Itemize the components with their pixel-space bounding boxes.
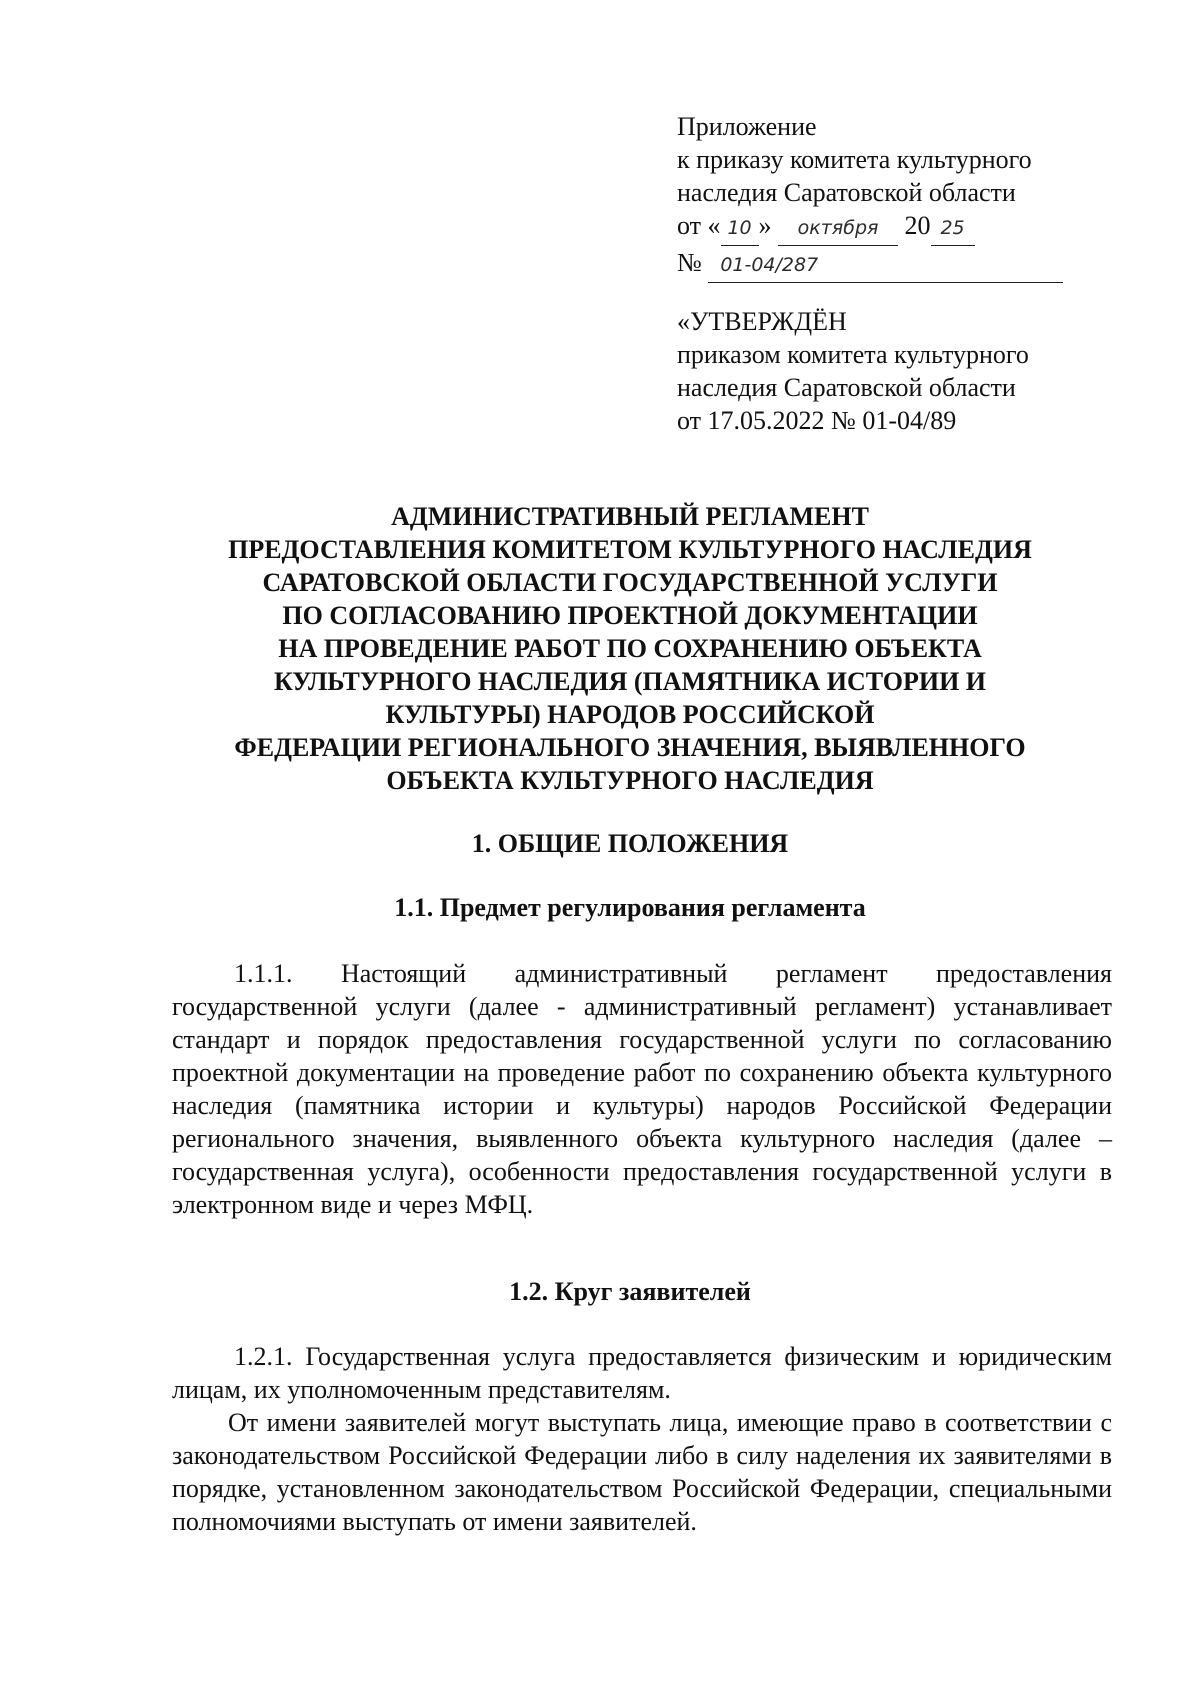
paragraph-1-1-1 xyxy=(172,957,1112,1221)
title-line: КУЛЬТУРЫ) НАРОДОВ РОССИЙСКОЙ xyxy=(385,700,875,729)
handwritten-year: 25 xyxy=(931,212,975,246)
document-title xyxy=(160,500,1100,797)
approved-order: приказом комитета культурного xyxy=(677,340,1029,369)
date-sep: » xyxy=(758,211,772,240)
appendix-committee: наследия Саратовской области xyxy=(677,178,1016,207)
appendix-block xyxy=(677,110,1097,283)
date-prefix: от « xyxy=(677,211,721,240)
approved-block xyxy=(677,305,1097,437)
title-line: ФЕДЕРАЦИИ РЕГИОНАЛЬНОГО ЗНАЧЕНИЯ, ВЫЯВЛЕННОГО xyxy=(234,733,1026,762)
appendix-date-line xyxy=(677,209,1097,246)
approved-title: «УТВЕРЖДЁН xyxy=(677,307,847,336)
title-line: НА ПРОВЕДЕНИЕ РАБОТ ПО СОХРАНЕНИЮ ОБЪЕКТА xyxy=(278,634,982,663)
approved-committee: наследия Саратовской области xyxy=(677,373,1016,402)
title-line: САРАТОВСКОЙ ОБЛАСТИ ГОСУДАРСТВЕННОЙ УСЛУГИ xyxy=(262,568,998,597)
title-line: КУЛЬТУРНОГО НАСЛЕДИЯ (ПАМЯТНИКА ИСТОРИИ И xyxy=(273,667,987,696)
title-line: АДМИНИСТРАТИВНЫЙ РЕГЛАМЕНТ xyxy=(391,502,869,531)
handwritten-number: 01-04/287 xyxy=(708,249,1063,283)
paragraph-text: От имени заявителей могут выступать лица, имеющие право в соответствии с законодательством Российской Федерации либо в силу наделения их заявителями в порядке, установленном законодательством Российской Федерации, специальными полномочиями выступать от имени заявителей. xyxy=(172,1408,1112,1536)
date-year-prefix: 20 xyxy=(904,211,931,240)
approved-date: от 17.05.2022 № 01-04/89 xyxy=(677,406,957,435)
appendix-order-ref: к приказу комитета культурного xyxy=(677,145,1032,174)
subsection-heading-1-1: 1.1. Предмет регулирования регламента xyxy=(394,893,866,922)
paragraph-representatives xyxy=(172,1406,1112,1538)
title-line: ОБЪЕКТА КУЛЬТУРНОГО НАСЛЕДИЯ xyxy=(386,766,874,795)
title-line: ПО СОГЛАСОВАНИЮ ПРОЕКТНОЙ ДОКУМЕНТАЦИИ xyxy=(282,601,978,630)
appendix-title: Приложение xyxy=(677,112,817,141)
appendix-number-line xyxy=(677,246,1097,283)
handwritten-month: октября xyxy=(778,212,898,246)
subsection-heading-1-2: 1.2. Круг заявителей xyxy=(509,1277,751,1306)
paragraph-text: 1.1.1. Настоящий административный регламент предоставления государственной услуги (далее - административный регламент) устанавливает стандарт и порядок предоставления государственной услуги по согласованию проектной документации на проведение работ по сохранению объекта культурного наследия (памятника истории и культуры) народов Российской Федерации регионального значения, выявленного объекта культурного наследия (далее – государственная услуга), особенности предоставления государственной услуги в электронном виде и через МФЦ. xyxy=(172,959,1112,1219)
number-prefix: № xyxy=(677,248,702,277)
section-heading: 1. ОБЩИЕ ПОЛОЖЕНИЯ xyxy=(471,829,789,858)
paragraph-text: 1.2.1. Государственная услуга предоставляется физическим и юридическим лицам, их уполномоченным представителям. xyxy=(172,1342,1112,1404)
paragraph-1-2-1 xyxy=(172,1340,1112,1406)
handwritten-day: 10 xyxy=(721,212,759,246)
title-line: ПРЕДОСТАВЛЕНИЯ КОМИТЕТОМ КУЛЬТУРНОГО НАСЛЕДИЯ xyxy=(228,535,1032,564)
